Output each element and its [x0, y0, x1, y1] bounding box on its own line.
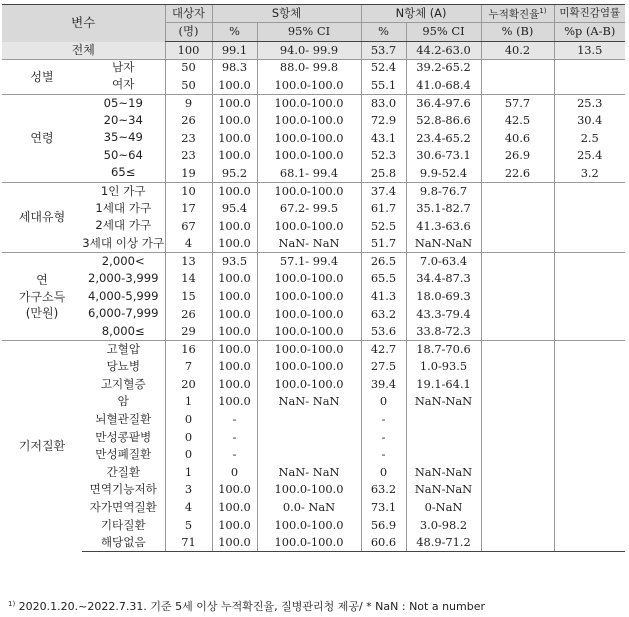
cell-s-ci: 100.0-100.0	[257, 534, 361, 552]
table-row	[2, 217, 625, 235]
cell-n-pct: 60.6	[361, 534, 406, 552]
cell-n-ci: NaN-NaN	[406, 393, 481, 411]
row-label: 50~64	[103, 148, 143, 163]
row-label: 만성콩팥병	[95, 429, 152, 444]
cell-s-ci: 100.0-100.0	[257, 288, 361, 306]
cell-n-ci: 33.8-72.3	[406, 323, 481, 341]
cell-cum	[481, 411, 554, 429]
table-row	[2, 481, 625, 499]
cell-s-ci: 100.0-100.0	[257, 305, 361, 323]
cell-n-ci: 23.4-65.2	[406, 129, 481, 147]
cell-cum	[481, 341, 554, 359]
header-subjects: 대상자	[165, 5, 212, 23]
table-row	[2, 358, 625, 376]
cell-n-pct: 25.8	[361, 165, 406, 183]
cell-cum: 57.7	[481, 94, 554, 112]
table-row	[2, 94, 625, 112]
cell-s-pct: 100.0	[212, 323, 257, 341]
cell-unc	[554, 464, 625, 482]
row-label: 3세대 이상 가구	[82, 235, 165, 250]
cell-n: 16	[165, 341, 212, 359]
footnote: $^{1)}$ 2020.1.20.~2022.7.31. 기준 5세 이상 누적확진율, 질병관리청 제공/ * NaN : Not a number	[8, 600, 486, 613]
table-row	[2, 59, 625, 77]
cell-cum: 40.6	[481, 129, 554, 147]
cell-s-ci: 100.0-100.0	[257, 376, 361, 394]
cell-s-ci: 100.0-100.0	[257, 358, 361, 376]
group-label: 세대유형	[2, 182, 82, 252]
cell-cum	[481, 77, 554, 95]
cell-n: 4	[165, 235, 212, 253]
cell-n-ci: 18.7-70.6	[406, 341, 481, 359]
cell-s-ci: 0.0- NaN	[257, 499, 361, 517]
row-label: 1세대 가구	[95, 200, 152, 215]
row-label: 1인 가구	[82, 182, 165, 200]
cell-unc	[554, 253, 625, 271]
cell-unc: 2.5	[554, 129, 625, 147]
cell-n: 1	[165, 464, 212, 482]
cell-n: 50	[165, 59, 212, 77]
cell-n: 10	[165, 182, 212, 200]
header-variable: 변수	[2, 5, 165, 42]
cell-n-ci	[406, 446, 481, 464]
cell-s-pct: 100.0	[212, 534, 257, 552]
cell-n: 20	[165, 376, 212, 394]
cell-n-ci: 43.3-79.4	[406, 305, 481, 323]
cell-n-ci	[406, 429, 481, 447]
row-label: 해당없음	[82, 534, 165, 552]
cell-s-ci: 100.0-100.0	[257, 517, 361, 535]
cell-unc: 13.5	[554, 42, 625, 60]
cell-s-pct: 100.0	[212, 341, 257, 359]
row-label: 여자	[112, 77, 135, 92]
cell-n-pct: 52.5	[361, 217, 406, 235]
cell-n: 1	[165, 393, 212, 411]
table-row	[2, 200, 625, 218]
header-unc-unit: %p (A-B)	[554, 23, 625, 42]
cell-n-ci: 19.1-64.1	[406, 376, 481, 394]
cell-s-pct: -	[212, 411, 257, 429]
cell-n-pct: 52.3	[361, 147, 406, 165]
row-label: 2세대 가구	[95, 218, 152, 233]
cell-cum: 22.6	[481, 165, 554, 183]
cell-unc	[554, 200, 625, 218]
group-label: 기저질환	[2, 341, 82, 552]
cell-s-pct: 95.4	[212, 200, 257, 218]
cell-cum	[481, 464, 554, 482]
table-row	[2, 341, 625, 359]
cell-s-ci: 100.0-100.0	[257, 481, 361, 499]
row-label: 8,000≤	[101, 323, 145, 338]
cell-cum	[481, 323, 554, 341]
cell-s-ci: 100.0-100.0	[257, 129, 361, 147]
cell-s-ci: 100.0-100.0	[257, 341, 361, 359]
table-row	[2, 288, 625, 306]
cell-unc: 25.3	[554, 94, 625, 112]
table-row	[2, 464, 625, 482]
cell-s-ci	[257, 429, 361, 447]
cell-n-pct: 42.7	[361, 341, 406, 359]
cell-s-ci: 100.0-100.0	[257, 270, 361, 288]
cell-n-ci: NaN-NaN	[406, 235, 481, 253]
cell-n-pct: 27.5	[361, 358, 406, 376]
header-cum-unit: % (B)	[481, 23, 554, 42]
cell-n: 19	[165, 165, 212, 183]
row-label: 암	[117, 394, 129, 409]
cell-s-ci: NaN- NaN	[257, 393, 361, 411]
cell-s-pct: 99.1	[212, 42, 257, 60]
group-label: 연령	[2, 94, 82, 182]
row-label: 고지혈증	[100, 376, 146, 391]
row-label: 20~34	[103, 112, 143, 127]
cell-unc	[554, 288, 625, 306]
cell-n: 26	[165, 112, 212, 130]
cell-s-pct: -	[212, 446, 257, 464]
cell-s-ci: 68.1- 99.4	[257, 165, 361, 183]
cell-cum	[481, 288, 554, 306]
cell-cum	[481, 270, 554, 288]
cell-cum: 26.9	[481, 147, 554, 165]
cell-n-ci: 30.6-73.1	[406, 147, 481, 165]
row-label: 당뇨병	[106, 359, 141, 374]
cell-cum	[481, 182, 554, 200]
header-subjects-unit: (명)	[165, 23, 212, 42]
cell-n: 0	[165, 411, 212, 429]
cell-s-pct: 100.0	[212, 235, 257, 253]
cell-n-pct: -	[361, 411, 406, 429]
cell-s-ci: 100.0-100.0	[257, 112, 361, 130]
cell-n: 15	[165, 288, 212, 306]
row-label: 6,000-7,999	[87, 306, 159, 321]
cell-s-pct: 100.0	[212, 288, 257, 306]
cell-s-pct: 100.0	[212, 129, 257, 147]
cell-cum	[481, 59, 554, 77]
table-row	[2, 411, 625, 429]
cell-n-pct: 73.1	[361, 499, 406, 517]
cell-unc	[554, 235, 625, 253]
cell-unc	[554, 217, 625, 235]
cell-cum	[481, 446, 554, 464]
cell-cum	[481, 517, 554, 535]
cell-s-ci: 100.0-100.0	[257, 217, 361, 235]
table-row	[2, 517, 625, 535]
row-label: 만성폐질환	[95, 447, 152, 462]
row-label: 간질환	[106, 464, 141, 479]
row-label: 남자	[82, 59, 165, 77]
table-row-total	[2, 42, 625, 60]
row-label: 면역기능저하	[89, 482, 157, 497]
header-n-pct: %	[361, 23, 406, 42]
cell-unc	[554, 182, 625, 200]
cell-n-ci: 35.1-82.7	[406, 200, 481, 218]
cell-s-pct: 93.5	[212, 253, 257, 271]
cell-unc	[554, 376, 625, 394]
cell-n-ci: 7.0-63.4	[406, 253, 481, 271]
header-cumulative: 누적확진율$^{1)}$	[481, 5, 554, 23]
cell-cum	[481, 305, 554, 323]
table-row	[2, 534, 625, 552]
cell-n-pct: 55.1	[361, 77, 406, 95]
table-row	[2, 323, 625, 341]
cell-s-pct: 100.0	[212, 305, 257, 323]
cell-n-pct: 53.7	[361, 42, 406, 60]
cell-n: 0	[165, 429, 212, 447]
cell-n-ci: 52.8-86.6	[406, 112, 481, 130]
cell-n: 100	[165, 42, 212, 60]
row-label: 4,000-5,999	[87, 288, 159, 303]
cell-s-ci: 100.0-100.0	[257, 94, 361, 112]
cell-n-pct: 61.7	[361, 200, 406, 218]
cell-n-pct: 65.5	[361, 270, 406, 288]
header-n-ci: 95% CI	[406, 23, 481, 42]
header-s-ci: 95% CI	[257, 23, 361, 42]
cell-unc	[554, 411, 625, 429]
cell-cum	[481, 376, 554, 394]
cell-n-ci: 9.8-76.7	[406, 182, 481, 200]
cell-n: 50	[165, 77, 212, 95]
cell-s-pct: 100.0	[212, 499, 257, 517]
cell-s-ci: 100.0-100.0	[257, 182, 361, 200]
cell-s-ci: 57.1- 99.4	[257, 253, 361, 271]
cell-s-pct: 100.0	[212, 517, 257, 535]
table-row	[2, 393, 625, 411]
cell-s-ci: 100.0-100.0	[257, 147, 361, 165]
group-label: 연 가구소득 (만원)	[2, 253, 82, 341]
group-label: 성별	[2, 59, 82, 94]
cell-s-pct: 100.0	[212, 481, 257, 499]
cell-s-ci	[257, 446, 361, 464]
cell-n-pct: 26.5	[361, 253, 406, 271]
cell-n-pct: 63.2	[361, 481, 406, 499]
cell-n-pct: -	[361, 429, 406, 447]
cell-n: 71	[165, 534, 212, 552]
cell-cum	[481, 534, 554, 552]
cell-n-pct: 53.6	[361, 323, 406, 341]
cell-n: 26	[165, 305, 212, 323]
cell-unc	[554, 341, 625, 359]
cell-s-ci: 88.0- 99.8	[257, 59, 361, 77]
cell-cum	[481, 358, 554, 376]
cell-unc	[554, 517, 625, 535]
cell-n-pct: 52.4	[361, 59, 406, 77]
cell-unc	[554, 481, 625, 499]
cell-n: 14	[165, 270, 212, 288]
cell-n: 23	[165, 129, 212, 147]
cell-n-ci: 41.3-63.6	[406, 217, 481, 235]
cell-cum	[481, 235, 554, 253]
cell-unc	[554, 77, 625, 95]
cell-n-ci: 36.4-97.6	[406, 94, 481, 112]
antibody-table	[2, 4, 625, 552]
table-row	[2, 182, 625, 200]
cell-unc	[554, 499, 625, 517]
cell-s-ci: 94.0- 99.9	[257, 42, 361, 60]
cell-n-pct: 63.2	[361, 305, 406, 323]
header-s-pct: %	[212, 23, 257, 42]
cell-s-pct: 100.0	[212, 112, 257, 130]
table-row	[2, 270, 625, 288]
cell-n-pct: 39.4	[361, 376, 406, 394]
cell-cum	[481, 393, 554, 411]
cell-n-pct: 72.9	[361, 112, 406, 130]
cell-unc	[554, 305, 625, 323]
cell-n-ci: 48.9-71.2	[406, 534, 481, 552]
row-label: 자가면역질환	[89, 499, 157, 514]
cell-unc	[554, 446, 625, 464]
cell-s-pct: 100.0	[212, 358, 257, 376]
cell-s-pct: 100.0	[212, 77, 257, 95]
table-row	[2, 376, 625, 394]
cell-n: 17	[165, 200, 212, 218]
cell-s-ci: 100.0-100.0	[257, 323, 361, 341]
cell-n: 29	[165, 323, 212, 341]
cell-s-ci: 67.2- 99.5	[257, 200, 361, 218]
row-label: 뇌혈관질환	[95, 411, 152, 426]
cell-unc	[554, 358, 625, 376]
table-row	[2, 235, 625, 253]
cell-cum	[481, 481, 554, 499]
header-s-antibody: S항체	[212, 5, 361, 23]
cell-n: 13	[165, 253, 212, 271]
cell-unc	[554, 534, 625, 552]
cell-n-ci: 9.9-52.4	[406, 165, 481, 183]
cell-unc	[554, 59, 625, 77]
cell-s-ci: NaN- NaN	[257, 464, 361, 482]
header-unconfirmed: 미확진감염률	[554, 5, 625, 23]
cell-unc: 30.4	[554, 112, 625, 130]
cell-n-pct: 0	[361, 393, 406, 411]
row-label: 기타질환	[100, 517, 146, 532]
cell-s-pct: -	[212, 429, 257, 447]
cell-unc	[554, 429, 625, 447]
cell-n-pct: 43.1	[361, 129, 406, 147]
table-row	[2, 429, 625, 447]
cell-n-ci: 0-NaN	[406, 499, 481, 517]
header-n-antibody: N항체 (A)	[361, 5, 481, 23]
cell-cum	[481, 499, 554, 517]
cell-n-ci: 34.4-87.3	[406, 270, 481, 288]
cell-n: 4	[165, 499, 212, 517]
cell-n: 23	[165, 147, 212, 165]
cell-n-pct: 83.0	[361, 94, 406, 112]
table-row	[2, 446, 625, 464]
row-label-total: 전체	[2, 42, 165, 60]
cell-n-pct: 56.9	[361, 517, 406, 535]
cell-n-ci: 18.0-69.3	[406, 288, 481, 306]
cell-unc: 25.4	[554, 147, 625, 165]
cell-s-pct: 100.0	[212, 393, 257, 411]
cell-cum	[481, 429, 554, 447]
cell-n-ci: 1.0-93.5	[406, 358, 481, 376]
cell-cum	[481, 200, 554, 218]
cell-n-pct: 41.3	[361, 288, 406, 306]
table-row	[2, 499, 625, 517]
cell-n: 67	[165, 217, 212, 235]
cell-cum: 40.2	[481, 42, 554, 60]
cell-s-pct: 100.0	[212, 147, 257, 165]
cell-n-pct: 0	[361, 464, 406, 482]
cell-n: 9	[165, 94, 212, 112]
cell-n-pct: -	[361, 446, 406, 464]
cell-n-ci: NaN-NaN	[406, 481, 481, 499]
cell-s-pct: 98.3	[212, 59, 257, 77]
cell-s-ci: 100.0-100.0	[257, 77, 361, 95]
cell-n-ci: 3.0-98.2	[406, 517, 481, 535]
row-label: 고혈압	[82, 341, 165, 359]
cell-n-ci	[406, 411, 481, 429]
table-row	[2, 253, 625, 271]
cell-s-pct: 100.0	[212, 94, 257, 112]
cell-unc: 3.2	[554, 165, 625, 183]
row-label: 2,000<	[82, 253, 165, 271]
cell-n-pct: 37.4	[361, 182, 406, 200]
cell-n-ci: NaN-NaN	[406, 464, 481, 482]
table-row	[2, 147, 625, 165]
cell-cum	[481, 253, 554, 271]
cell-n-pct: 51.7	[361, 235, 406, 253]
table-row	[2, 165, 625, 183]
cell-s-pct: 100.0	[212, 270, 257, 288]
cell-n: 3	[165, 481, 212, 499]
cell-cum	[481, 217, 554, 235]
cell-n: 5	[165, 517, 212, 535]
cell-s-pct: 100.0	[212, 182, 257, 200]
table-row	[2, 129, 625, 147]
cell-n-ci: 41.0-68.4	[406, 77, 481, 95]
row-label: 2,000-3,999	[87, 271, 159, 286]
cell-unc	[554, 323, 625, 341]
cell-n-ci: 39.2-65.2	[406, 59, 481, 77]
cell-s-pct: 100.0	[212, 217, 257, 235]
cell-cum: 42.5	[481, 112, 554, 130]
cell-s-ci: NaN- NaN	[257, 235, 361, 253]
row-label: 65≤	[111, 165, 136, 180]
row-label: 05~19	[82, 94, 165, 112]
table-row	[2, 77, 625, 95]
cell-s-pct: 95.2	[212, 165, 257, 183]
cell-unc	[554, 393, 625, 411]
cell-s-pct: 100.0	[212, 376, 257, 394]
cell-unc	[554, 270, 625, 288]
table-row	[2, 305, 625, 323]
cell-n: 7	[165, 358, 212, 376]
cell-s-pct: 0	[212, 464, 257, 482]
cell-n: 0	[165, 446, 212, 464]
table-row	[2, 112, 625, 130]
row-label: 35~49	[103, 130, 143, 145]
cell-n-ci: 44.2-63.0	[406, 42, 481, 60]
cell-s-ci	[257, 411, 361, 429]
